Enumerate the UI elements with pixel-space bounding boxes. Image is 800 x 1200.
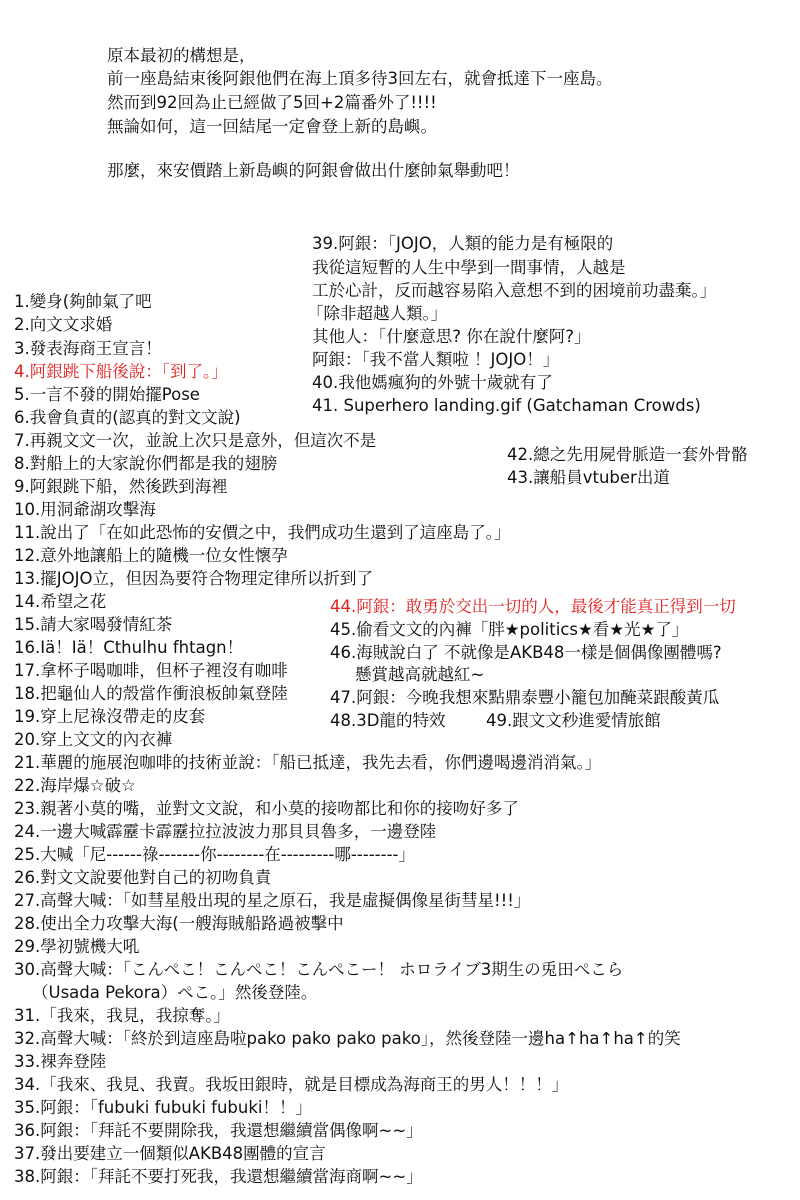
list-item: 49.跟文文秒進愛情旅館	[486, 711, 661, 730]
list-item: 10.用洞爺湖攻擊海	[14, 500, 156, 519]
list-item-highlighted: 4.阿銀跳下船後說：「到了。」	[14, 362, 228, 381]
list-item: 1.變身(夠帥氣了吧	[14, 292, 152, 311]
list-item: 其他人：「什麼意思? 你在說什麼阿?」	[312, 327, 591, 346]
list-item: 工於心計，反而越容易陷入意想不到的困境前功盡棄。」	[312, 281, 717, 300]
list-item: 48.3D龍的特效	[330, 711, 446, 730]
list-item: 19.穿上尼祿沒帶走的皮套	[14, 707, 206, 726]
list-item: 29.學初號機大吼	[14, 937, 140, 956]
list-item-continuation: 懸賞越高就越紅~	[355, 665, 485, 684]
list-item: 36.阿銀：「拜託不要開除我，我還想繼續當偶像啊~~」	[14, 1121, 423, 1140]
list-item: 我從這短暫的人生中學到一間事情，人越是	[312, 258, 626, 277]
list-item: 「除非超越人類。」	[307, 304, 448, 323]
intro-line: 前一座島結束後阿銀他們在海上頂多待3回左右，就會抵達下一座島。	[107, 69, 613, 88]
list-item: 31.「我來，我見，我掠奪。」	[14, 1006, 230, 1025]
list-item: 7.再親文文一次，並說上次只是意外，但這次不是	[14, 431, 377, 450]
list-item: 2.向文文求婚	[14, 315, 113, 334]
list-item: 45.偷看文文的內褲「胖★politics★看★光★了」	[330, 620, 689, 639]
list-item: 8.對船上的大家說你們都是我的翅膀	[14, 454, 278, 473]
list-item: 37.發出要建立一個類似AKB48團體的宣言	[14, 1144, 326, 1163]
list-item: 40.我他媽瘋狗的外號十歲就有了	[312, 373, 553, 392]
list-item: 42.總之先用屍骨脈造一套外骨骼	[507, 445, 748, 464]
list-item: 23.親著小莫的嘴，並對文文說，和小莫的接吻都比和你的接吻好多了	[14, 799, 519, 818]
intro-line: 無論如何，這一回結尾一定會登上新的島嶼。	[107, 117, 437, 136]
list-item: 46.海賊說白了 不就像是AKB48一樣是個偶像團體嗎?	[330, 643, 722, 662]
list-item: 15.請大家喝發情紅茶	[14, 615, 173, 634]
list-item: 39.阿銀：「JOJO，人類的能力是有極限的	[312, 234, 614, 253]
list-item: 5.一言不發的開始擺Pose	[14, 385, 200, 404]
list-item: 14.希望之花	[14, 592, 107, 611]
list-item: 3.發表海商王宣言！	[14, 339, 162, 358]
intro-line: 原本最初的構想是，	[107, 46, 256, 65]
list-item: 41. Superhero landing.gif (Gatchaman Crowds)	[312, 396, 701, 415]
list-item: 11.說出了「在如此恐怖的安價之中，我們成功生還到了這座島了。」	[14, 523, 511, 542]
list-item: 17.拿杯子喝咖啡，但杯子裡沒有咖啡	[14, 661, 288, 680]
list-item: 21.華麗的施展泡咖啡的技術並說：「船已抵達，我先去看，你們邊喝邊消消氣。」	[14, 753, 602, 772]
list-item: 33.裸奔登陸	[14, 1052, 107, 1071]
list-item: 32.高聲大喊：「終於到這座島啦pako pako pako pako」，然後登陸一邊ha↑ha↑ha↑的笑	[14, 1029, 681, 1048]
list-item: 47.阿銀：今晚我想來點鼎泰豐小籠包加醃菜跟酸黃瓜	[330, 688, 720, 707]
list-item: 38.阿銀：「拜託不要打死我，我還想繼續當海商啊~~」	[14, 1167, 423, 1186]
list-item: 6.我會負責的(認真的對文文說)	[14, 408, 241, 427]
list-item: 28.使出全力攻擊大海(一艘海賊船路過被擊中	[14, 914, 344, 933]
intro-line: 然而到92回為止已經做了5回+2篇番外了!!!!	[107, 93, 437, 112]
list-item: 24.一邊大喊霹靂卡霹靂拉拉波波力那貝貝魯多，一邊登陸	[14, 822, 437, 841]
list-item: 13.擺JOJO立，但因為要符合物理定律所以折到了	[14, 569, 373, 588]
list-item: 34.「我來、我見、我賣。我坂田銀時，就是目標成為海商王的男人！！！」	[14, 1075, 569, 1094]
list-item: 27.高聲大喊：「如彗星般出現的星之原石，我是虛擬偶像星街彗星!!!」	[14, 891, 531, 910]
list-item: 35.阿銀：「fubuki fubuki fubuki！！」	[14, 1098, 312, 1117]
list-item: 18.把龜仙人的殼當作衝浪板帥氣登陸	[14, 684, 288, 703]
list-item: 25.大喊「尼------祿-------你--------在---------哪--------」	[14, 845, 415, 864]
list-item: 12.意外地讓船上的隨機一位女性懷孕	[14, 546, 288, 565]
list-item: 26.對文文說要他對自己的初吻負責	[14, 868, 272, 887]
list-item-continuation: （Usada Pekora）ぺこ。」然後登陸。	[32, 983, 318, 1002]
list-item: 20.穿上文文的內衣褲	[14, 730, 173, 749]
list-item: 22.海岸爆☆破☆	[14, 776, 136, 795]
intro-line: 那麼，來安價踏上新島嶼的阿銀會做出什麼帥氣舉動吧！	[107, 161, 520, 180]
list-item: 16.Iä！Iä！Cthulhu fhtagn！	[14, 638, 244, 657]
list-item: 阿銀：「我不當人類啦 ！JOJO！」	[312, 350, 560, 369]
list-item: 43.讓船員vtuber出道	[507, 468, 670, 487]
list-item-highlighted: 44.阿銀：敢勇於交出一切的人，最後才能真正得到一切	[330, 597, 736, 616]
list-item: 9.阿銀跳下船，然後跌到海裡	[14, 477, 228, 496]
list-item: 30.高聲大喊：「こんぺこ！こんぺこ！こんぺこー！ ホロライブ3期生の兎田ぺこら	[14, 960, 624, 979]
